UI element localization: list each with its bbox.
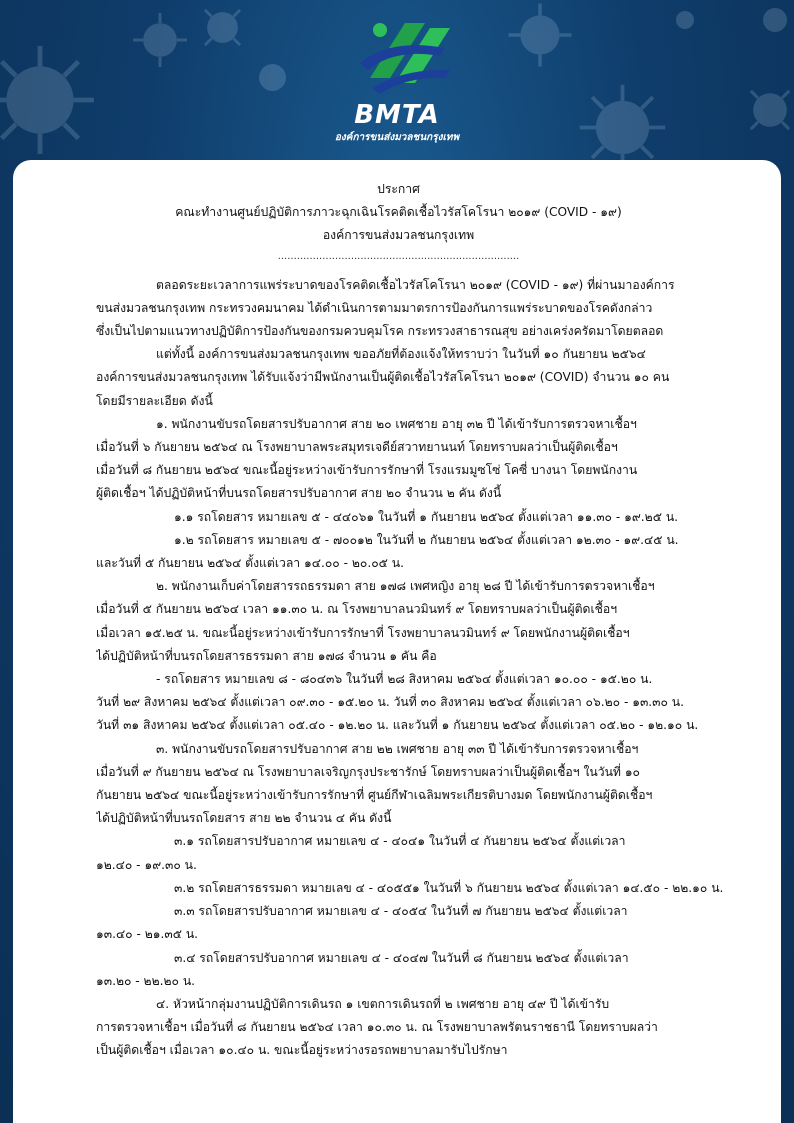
body-line: - รถโดยสาร หมายเลข ๘ - ๘๐๔๓๖ ในวันที่ ๒๘ สิงหาคม ๒๕๖๔ ตั้งแต่เวลา ๑๐.๐๐ - ๑๕.๒๐ น. xyxy=(156,672,653,687)
doc-heading: ประกาศ xyxy=(377,182,420,196)
body-line: และวันที่ ๕ กันยายน ๒๕๖๔ ตั้งแต่เวลา ๑๔.๐๐ - ๒๐.๐๕ น. xyxy=(96,556,404,571)
brand-name: BMTA xyxy=(354,100,440,130)
doc-title-line2: องค์การขนส่งมวลชนกรุงเทพ xyxy=(322,228,475,243)
body-line: ๑. พนักงานขับรถโดยสารปรับอากาศ สาย ๒๐ เพศชาย อายุ ๓๒ ปี ได้เข้ารับการตรวจหาเชื้อฯ xyxy=(156,416,637,431)
body-line: ๑๓.๒๐ - ๒๒.๒๐ น. xyxy=(96,973,196,988)
body-line: ๓.๓ รถโดยสารปรับอากาศ หมายเลข ๔ - ๔๐๕๔ ในวันที่ ๗ กันยายน ๒๕๖๔ ตั้งแต่เวลา xyxy=(174,904,628,919)
brand-subtitle: องค์การขนส่งมวลชนกรุงเทพ xyxy=(334,132,460,143)
body-line: แต่ทั้งนี้ องค์การขนส่งมวลชนกรุงเทพ ขออภัยที่ต้องแจ้งให้ทราบว่า ในวันที่ ๑๐ กันยายน ๒๕๖๔ xyxy=(156,347,646,362)
body-line: ๓. พนักงานขับรถโดยสารปรับอากาศ สาย ๒๒ เพศชาย อายุ ๓๓ ปี ได้เข้ารับการตรวจหาเชื้อฯ xyxy=(156,741,639,756)
doc-title-line1: คณะทำงานศูนย์ปฏิบัติการภาวะฉุกเฉินโรคติดเชื้อไวรัสโคโรนา ๒๐๑๙ (COVID - ๑๙) xyxy=(175,205,622,220)
body-line: ๓.๑ รถโดยสารปรับอากาศ หมายเลข ๔ - ๔๐๔๑ ในวันที่ ๔ กันยายน ๒๕๖๔ ตั้งแต่เวลา xyxy=(174,834,626,849)
body-line: ได้ปฏิบัติหน้าที่บนรถโดยสาร สาย ๒๒ จำนวน ๔ คัน ดังนี้ xyxy=(96,811,392,826)
body-line: ๑.๒ รถโดยสาร หมายเลข ๕ - ๗๐๐๑๒ ในวันที่ ๒ กันยายน ๒๕๖๔ ตั้งแต่เวลา ๑๒.๓๐ - ๑๙.๔๕ น. xyxy=(174,532,679,547)
body-line: เมื่อวันที่ ๙ กันยายน ๒๕๖๔ ณ โรงพยาบาลเจริญกรุงประชารักษ์ โดยทราบผลว่าเป็นผู้ติดเชื้อฯ ในวันที่ ๑๐ xyxy=(96,764,640,779)
body-line: โดยมีรายละเอียด ดังนี้ xyxy=(96,393,213,408)
body-line: ซึ่งเป็นไปตามแนวทางปฏิบัติการป้องกันของกรมควบคุมโรค กระทรวงสาธารณสุข อย่างเคร่งครัดมาโดยตลอด xyxy=(96,324,664,339)
announcement-card xyxy=(13,160,781,1123)
bmta-logo-icon xyxy=(350,8,460,103)
body-line: ๑๓.๔๐ - ๒๑.๓๕ น. xyxy=(96,927,199,942)
body-line: การตรวจหาเชื้อฯ เมื่อวันที่ ๘ กันยายน ๒๕๖๔ เวลา ๑๐.๓๐ น. ณ โรงพยาบาลพรัตนราชธานี โดยทราบผลว่า xyxy=(96,1020,658,1035)
body-line: วันที่ ๒๙ สิงหาคม ๒๕๖๔ ตั้งแต่เวลา ๐๙.๓๐ - ๑๕.๒๐ น. วันที่ ๓๐ สิงหาคม ๒๕๖๔ ตั้งแต่เวลา ๐๖.๒๐ - ๑๓.๓๐ น. xyxy=(96,695,685,710)
body-line: ได้ปฏิบัติหน้าที่บนรถโดยสารธรรมดา สาย ๑๗๘ จำนวน ๑ คัน คือ xyxy=(96,648,437,663)
body-line: ๓.๔ รถโดยสารปรับอากาศ หมายเลข ๔ - ๔๐๔๗ ในวันที่ ๘ กันยายน ๒๕๖๔ ตั้งแต่เวลา xyxy=(174,950,629,965)
body-line: เมื่อวันที่ ๖ กันยายน ๒๕๖๔ ณ โรงพยาบาลพระสมุทรเจดีย์สวาทยานนท์ โดยทราบผลว่าเป็นผู้ติดเชื้อฯ xyxy=(96,440,618,455)
doc-body xyxy=(96,274,751,1063)
body-line: องค์การขนส่งมวลชนกรุงเทพ ได้รับแจ้งว่ามีพนักงานเป็นผู้ติดเชื้อไวรัสโคโรนา ๒๐๑๙ (COVID) จำนวน ๑๐ คน xyxy=(96,370,670,385)
body-line: ๓.๒ รถโดยสารธรรมดา หมายเลข ๔ - ๔๐๕๕๑ ในวันที่ ๖ กันยายน ๒๕๖๔ ตั้งแต่เวลา ๑๔.๕๐ - ๒๒.๑๐ น. xyxy=(174,880,724,895)
body-line: ผู้ติดเชื้อฯ ได้ปฏิบัติหน้าที่บนรถโดยสารปรับอากาศ สาย ๒๐ จำนวน ๒ คัน ดังนี้ xyxy=(96,486,502,501)
body-line: เมื่อวันที่ ๕ กันยายน ๒๕๖๔ เวลา ๑๑.๓๐ น. ณ โรงพยาบาลนวมินทร์ ๙ โดยทราบผลว่าเป็นผู้ติดเชื้อฯ xyxy=(96,602,618,617)
body-line: เมื่อวันที่ ๘ กันยายน ๒๕๖๔ ขณะนี้อยู่ระหว่างเข้ารับการรักษาที่ โรงแรมมูซโซ่ โคซี่ บางนา โดยพนักงาน xyxy=(96,463,638,478)
body-line: ขนส่งมวลชนกรุงเทพ กระทรวงคมนาคม ได้ดำเนินการตามมาตรการป้องกันการแพร่ระบาดของโรคดังกล่าว xyxy=(96,300,653,315)
separator: ............................................................................ xyxy=(277,250,520,262)
body-line: ๔. หัวหน้ากลุ่มงานปฏิบัติการเดินรถ ๑ เขตการเดินรถที่ ๒ เพศชาย อายุ ๔๙ ปี ได้เข้ารับ xyxy=(156,996,610,1011)
body-line: วันที่ ๓๑ สิงหาคม ๒๕๖๔ ตั้งแต่เวลา ๐๕.๔๐ - ๑๒.๒๐ น. และวันที่ ๑ กันยายน ๒๕๖๔ ตั้งแต่เวลา ๐๕.๒๐ - ๑๒.๑๐ น. xyxy=(96,718,699,733)
body-line: ๑๒.๔๐ - ๑๙.๓๐ น. xyxy=(96,857,197,872)
body-line: ตลอดระยะเวลาการแพร่ระบาดของโรคติดเชื้อไวรัสโคโรนา ๒๐๑๙ (COVID - ๑๙) ที่ผ่านมาองค์การ xyxy=(156,277,675,292)
body-line: ๒. พนักงานเก็บค่าโดยสารรถธรรมดา สาย ๑๗๘ เพศหญิง อายุ ๒๘ ปี ได้เข้ารับการตรวจหาเชื้อฯ xyxy=(156,579,655,594)
body-line: เมื่อเวลา ๑๕.๒๕ น. ขณะนี้อยู่ระหว่างเข้ารับการรักษาที่ โรงพยาบาลนวมินทร์ ๙ โดยพนักงานผู้ติดเชื้อฯ xyxy=(96,625,630,640)
body-line: เป็นผู้ติดเชื้อฯ เมื่อเวลา ๑๐.๔๐ น. ขณะนี้อยู่ระหว่างรอรถพยาบาลมารับไปรักษา xyxy=(96,1043,508,1058)
body-line: ๑.๑ รถโดยสาร หมายเลข ๕ - ๔๔๐๖๑ ในวันที่ ๑ กันยายน ๒๕๖๔ ตั้งแต่เวลา ๑๑.๓๐ - ๑๙.๒๕ น. xyxy=(174,509,679,524)
header xyxy=(0,0,794,160)
body-line: กันยายน ๒๕๖๔ ขณะนี้อยู่ระหว่างเข้ารับการรักษาที่ ศูนย์กีฬาเฉลิมพระเกียรติบางมด โดยพนักงานผู้ติดเชื้อฯ xyxy=(96,788,653,803)
